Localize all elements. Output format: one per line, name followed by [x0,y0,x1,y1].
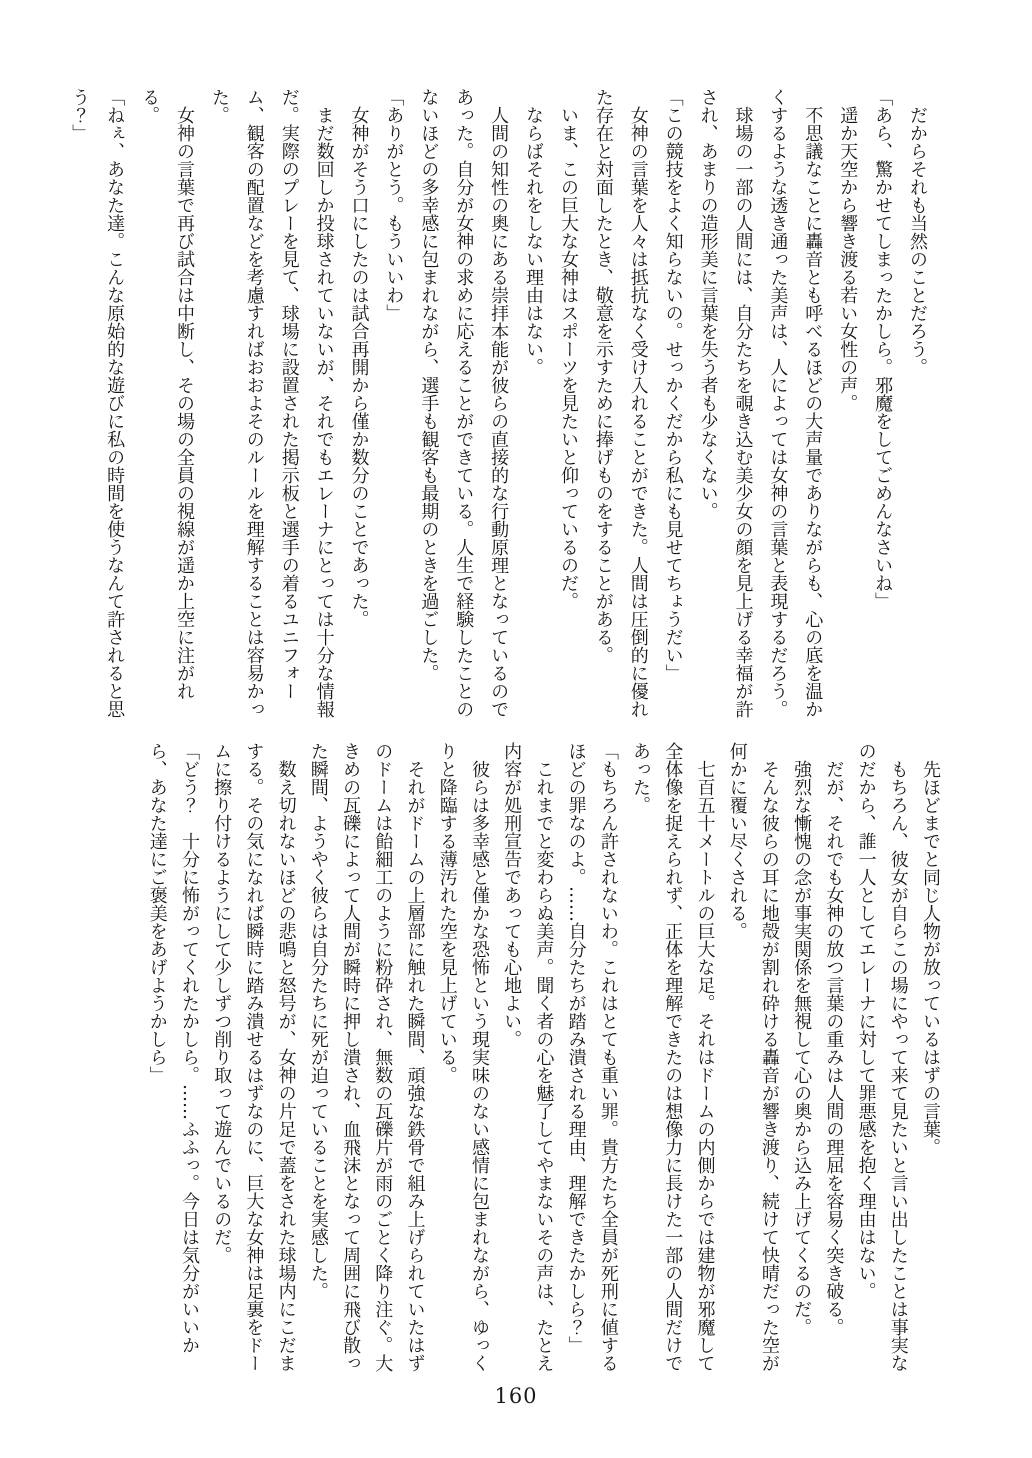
paragraph: まだ数回しか投球されていないが、それでもエレーナにとっては十分な情報だ。実際のプレーを見て、球場に設置された掲示板と選手の着るユニフォーム、観客の配置などを考慮すればおおよそのルールを理解することは容易かった。 [208,88,335,718]
page-number: 160 [494,1384,538,1408]
paragraph-dialogue: 「どう？ 十分に怖がってくれたかしら。……ふふっ。今日は気分がいいから、あなた達にご褒美をあげようかしら」 [146,742,200,1354]
paragraph: だからそれも当然のことだろう。 [907,106,928,376]
paragraph: もちろん、彼女が自らこの場にやって来て見たいと言い出したことは事実なのだから、誰一人としてエレーナに対して罪悪感を抱く理由はない。 [855,742,909,1372]
paragraph: 女神がそう口にしたのは試合再開から僅か数分のことであった。 [348,106,370,628]
paragraph: 先ほどまでと同じ人物が放っているはずの言葉。 [920,760,941,1156]
paragraph: 不思議なことに轟音とも呼べるほどの大声量でありながらも、心の底を温かくするような透き通った美声は、人によっては女神の言葉と表現するだろう。 [767,88,824,718]
paragraph: ならばそれをしない理由はない。 [523,106,545,376]
paragraph: 遥か天空から響き渡る若い女性の声。 [837,106,859,412]
bottom-text-block [141,742,946,1378]
paragraph: 人間の知性の奥にある崇拝本能が彼らの直接的な行動原理となっているのであった。自分が女神の求めに応えることができている。人生で経験したことのないほどの多幸感に包まれながら、選手も観客も最期のときを過ごした。 [418,88,510,718]
paragraph-dialogue: 「この競技をよく知らないの。せっかくだから私にも見せてちょうだい」 [662,88,684,682]
paragraph: 女神の言葉で再び試合は中断し、その場の全員の視線が遥か上空に注がれる。 [139,88,195,700]
paragraph: これまでと変わらぬ美声。聞く者の心を魅了してやまないその声は、たとえ内容が処刑宣告であっても心地よい。 [501,742,555,1372]
paragraph: 強烈な慚愧の念が事実関係を無視して心の奥から込み上げてくるのだ。 [791,760,813,1336]
paragraph: 七百五十メートルの巨大な足。それはドームの内側からでは建物が邪魔して全体像を捉えられず、正体を理解できたのは想像力に長けた一部の人間だけであった。 [630,742,716,1372]
paragraph: 球場の一部の人間には、自分たちを覗き込む美少女の顔を見上げる幸福が許され、あまりの造形美に言葉を失う者も少なくない。 [697,88,754,718]
paragraph-dialogue: 「あら、驚かせてしまったかしら。邪魔をしてごめんなさいね」 [872,88,894,610]
top-text-block [61,88,934,724]
paragraph: だが、それでも女神の放つ言葉の重みは人間の理屈を容易く突き破る。 [823,760,845,1336]
paragraph: いま、この巨大な女神はスポーツを見たいと仰っているのだ。 [557,106,579,610]
paragraph-dialogue: 「ねぇ、あなた達。こんな原始的な遊びに私の時間を使うなんて許されると思う？」 [69,88,126,718]
paragraph: 数え切れないほどの悲鳴と怒号が、女神の片足で蓋をされた球場内にこだまする。その気になれば瞬時に踏み潰せるはずなのに、巨大な女神は足裏をドームに擦り付けるようにして少しずつ削り取って遊んでいるのだ。 [211,742,297,1372]
paragraph: 女神の言葉を人々は抵抗なく受け入れることができた。人間は圧倒的に優れた存在と対面したとき、敬意を示すために捧げものをすることがある。 [592,88,649,718]
paragraph: そんな彼らの耳に地殻が割れ砕ける轟音が響き渡り、続けて快晴だった空が何かに覆い尽くされる。 [726,742,780,1372]
paragraph-dialogue: 「ありがとう。もういいわ」 [383,88,405,322]
paragraph: 彼らは多幸感と僅かな恐怖という現実味のない感情に包まれながら、ゆっくりと降臨する薄汚れた空を見上げている。 [436,742,490,1372]
paragraph-dialogue: 「もちろん許されないわ。これはとても重い罪。貴方たち全員が死刑に値するほどの罪なのよ。……自分たちが踏み潰される理由、理解できたかしら？」 [565,742,619,1372]
paragraph: それがドームの上層部に触れた瞬間、頑強な鉄骨で組み上げられていたはずのドームは飴細工のように粉砕され、無数の瓦礫片が雨のごとく降り注ぐ。大きめの瓦礫によって人間が瞬時に押し潰され、血飛沫となって周囲に飛び散った瞬間、ようやく彼らは自分たちに死が迫っていることを実感した。 [307,742,426,1372]
